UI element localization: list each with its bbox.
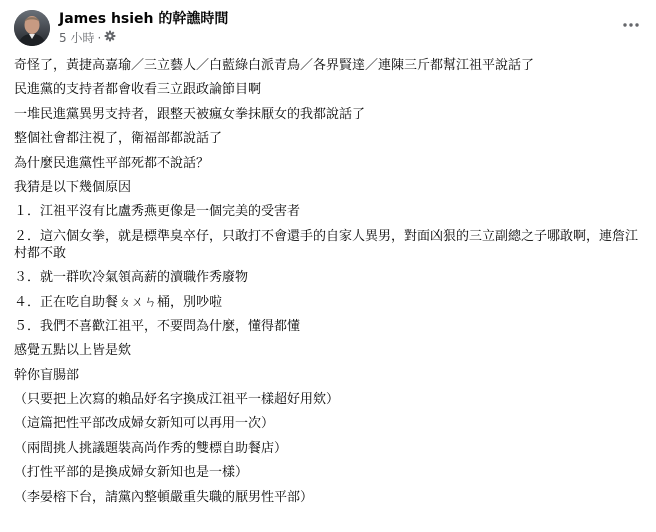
post-line: ５．我們不喜歡江祖平，不要問為什麼，懂得都懂 [14, 318, 301, 334]
post-line: 幹你盲腸部 [14, 367, 80, 383]
post-line: 民進黨的支持者都會收看三立跟政論節目啊 [14, 82, 262, 98]
post-line: 整個社會都注視了，衛福部都說話了 [14, 131, 223, 147]
post-subline [59, 30, 228, 47]
post-meta [59, 10, 228, 47]
post-header [14, 6, 640, 50]
post-line: 奇怪了，黃捷高嘉瑜／三立藝人／白藍綠白派青鳥／各界賢達／連陳三斤都幫江祖平說話了 [14, 58, 535, 73]
post-line: １．江祖平沒有比盧秀燕更像是一個完美的受害者 [14, 204, 301, 220]
more-dots-icon [623, 23, 639, 27]
post-line: （只要把上次寫的賴品妤名字換成江祖平一樣超好用欸） [14, 392, 340, 408]
post-line: （兩間挑人挑議題裝高尚作秀的雙標自助餐店） [14, 440, 288, 456]
author-avatar[interactable] [14, 10, 50, 46]
author-name[interactable]: James hsieh 的幹譙時間 [59, 10, 229, 27]
post-line: 我猜是以下幾個原因 [14, 179, 132, 195]
post-line: ２．這六個女拳，就是標準臭卒仔，只敢打不會還手的自家人異男，對面凶狠的三立副總之子哪敢啊，連詹江村都不敢 [14, 228, 639, 261]
post-line: （打性平部的是換成婦女新知也是一樣） [14, 465, 249, 481]
post-time[interactable]: 5 小時 [59, 30, 95, 45]
post-line: （李晏榕下台，請黨內整頓嚴重失職的厭男性平部） [14, 489, 314, 505]
post-body [14, 57, 640, 506]
more-options-button[interactable] [620, 14, 642, 36]
gear-icon[interactable] [104, 30, 116, 47]
meta-separator: · [97, 30, 102, 45]
post-line: （這篇把性平部改成婦女新知可以再用一次） [14, 416, 275, 432]
post-line: 一堆民進黨異男支持者，跟整天被瘋女拳抹厭女的我都說話了 [14, 106, 366, 122]
post-line: 為什麼民進黨性平部死都不說話？ [14, 155, 210, 171]
avatar-image [14, 10, 50, 46]
post-line: 感覺五點以上皆是欸 [14, 343, 132, 359]
post-line: ４．正在吃自助餐ㄆㄨㄣ桶，別吵啦 [14, 294, 223, 310]
post-line: ３．就一群吹冷氣領高薪的瀆職作秀廢物 [14, 270, 249, 286]
